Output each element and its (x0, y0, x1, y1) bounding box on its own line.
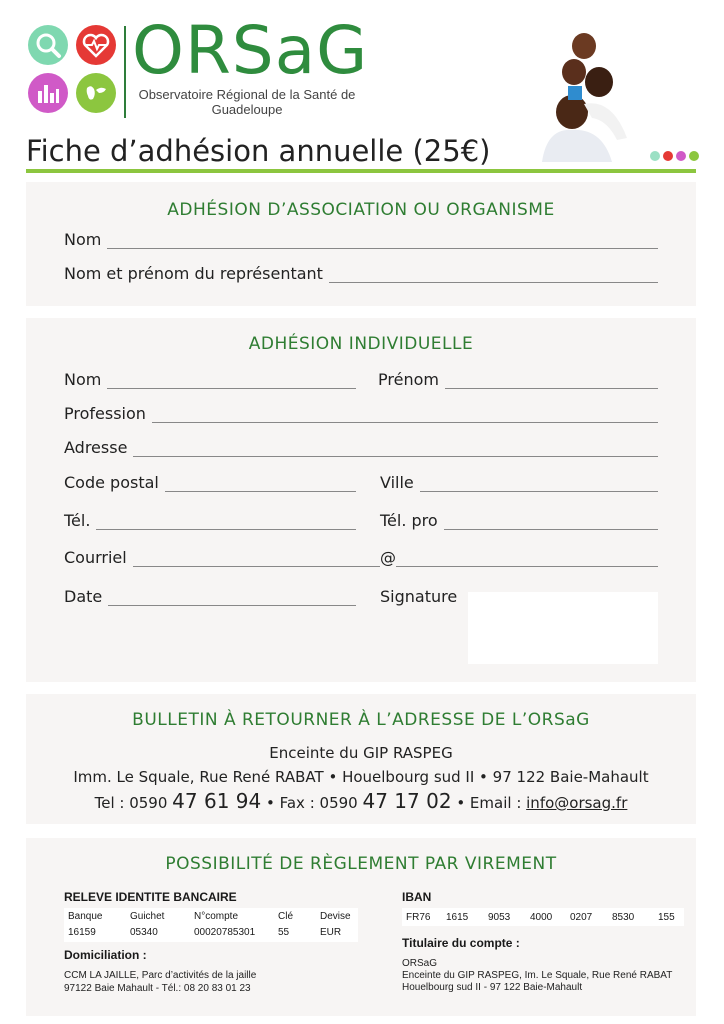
iban-part: 4000 (530, 912, 553, 923)
brand-name: ORSaG (132, 12, 369, 89)
rib-header-cle: Clé (278, 911, 294, 922)
brand-subtitle: Observatoire Régional de la Santé de Guadeloupe (138, 87, 356, 117)
ville-field[interactable] (380, 473, 658, 492)
adresse-line[interactable] (133, 442, 658, 457)
fax-number: 47 17 02 (362, 789, 452, 813)
nom-field[interactable] (64, 370, 356, 389)
dot-teal (650, 151, 660, 161)
representant-label: Nom et prénom du représentant (64, 264, 323, 283)
ville-label: Ville (380, 473, 414, 492)
prenom-line[interactable] (445, 374, 658, 389)
iban-part: 155 (658, 912, 675, 923)
heart-pulse-icon (82, 32, 110, 58)
heart-logo (76, 25, 116, 65)
bar-chart-icon (35, 81, 61, 105)
profession-field[interactable] (64, 404, 658, 423)
signature-box[interactable] (468, 592, 658, 664)
rib-value-devise: EUR (320, 927, 342, 938)
iban-part: FR76 (406, 912, 431, 923)
bulletin-title: BULLETIN À RETOURNER À L’ADRESSE DE L’ORSaG (132, 710, 590, 730)
domiciliation-line1: CCM LA JAILLE, Parc d’activités de la jaille (64, 970, 257, 981)
rib-table (64, 908, 358, 942)
document-title: Fiche d’adhésion annuelle (25€) (26, 134, 491, 168)
virement-title: POSSIBILITÉ DE RÈGLEMENT PAR VIREMENT (165, 854, 557, 874)
email-label-text: • Email : (451, 794, 527, 812)
rib-header-guichet: Guichet (130, 911, 165, 922)
prenom-field[interactable] (378, 370, 658, 389)
rib-header-devise: Devise (320, 911, 351, 922)
titulaire-title: Titulaire du compte : (402, 936, 520, 950)
association-nom-field[interactable] (64, 230, 658, 249)
tel-line[interactable] (96, 515, 356, 530)
date-label: Date (64, 587, 103, 606)
iban-title: IBAN (402, 890, 432, 904)
rib-title: RELEVE IDENTITE BANCAIRE (64, 890, 237, 904)
association-panel (26, 182, 696, 306)
map-logo (76, 73, 116, 113)
date-line[interactable] (108, 591, 356, 606)
nom-line[interactable] (107, 374, 356, 389)
iban-part: 1615 (446, 912, 469, 923)
tel-label-text: Tel : 0590 (94, 794, 173, 812)
iban-part: 8530 (612, 912, 635, 923)
date-field[interactable] (64, 587, 356, 606)
email-link[interactable]: info@orsag.fr (526, 794, 628, 812)
rib-value-compte: 00020785301 (194, 927, 256, 938)
titulaire-line3: Houelbourg sud II - 97 122 Baie-Mahault (402, 982, 583, 993)
domiciliation-line2: 97122 Baie Mahault - Tél.: 08 20 83 01 23 (64, 983, 251, 994)
dot-pink (676, 151, 686, 161)
iban-row (402, 908, 684, 926)
adresse-field[interactable] (64, 438, 658, 457)
dot-green (689, 151, 699, 161)
prenom-label: Prénom (378, 370, 439, 389)
titulaire-line1: ORSaG (402, 958, 438, 969)
association-nom-line[interactable] (107, 234, 658, 249)
tel-pro-field[interactable] (380, 511, 658, 530)
tel-field[interactable] (64, 511, 356, 530)
tel-pro-line[interactable] (444, 515, 658, 530)
magnifier-logo (28, 25, 68, 65)
bulletin-line2: Imm. Le Squale, Rue René RABAT • Houelbourg sud II • 97 122 Baie-Mahault (73, 768, 649, 786)
rib-value-cle: 55 (278, 927, 290, 938)
iban-part: 9053 (488, 912, 511, 923)
bulletin-contact (26, 789, 696, 813)
tel-number: 47 61 94 (172, 789, 262, 813)
bulletin-line1: Enceinte du GIP RASPEG (269, 744, 453, 762)
association-title: ADHÉSION D’ASSOCIATION OU ORGANISME (167, 200, 555, 220)
family-photo (522, 20, 632, 162)
virement-panel (26, 838, 696, 1016)
email-domain-field[interactable] (380, 548, 658, 567)
bulletin-panel (26, 694, 696, 824)
fax-label-text: • Fax : 0590 (261, 794, 363, 812)
dot-red (663, 151, 673, 161)
nom-label: Nom (64, 370, 102, 389)
adresse-label: Adresse (64, 438, 128, 457)
email-domain-line[interactable] (396, 552, 658, 567)
courriel-line[interactable] (133, 552, 380, 567)
association-nom-label: Nom (64, 230, 102, 249)
tel-pro-label: Tél. pro (380, 511, 438, 530)
decorative-dots (650, 151, 699, 161)
profession-line[interactable] (152, 408, 658, 423)
courriel-label: Courriel (64, 548, 127, 567)
guadeloupe-map-icon (82, 80, 110, 106)
tel-label: Tél. (64, 511, 91, 530)
at-label: @ (380, 548, 396, 567)
rib-header-banque: Banque (68, 911, 103, 922)
rib-header-compte: N°compte (194, 911, 239, 922)
representant-field[interactable] (64, 264, 658, 283)
ville-line[interactable] (420, 477, 658, 492)
signature-label-wrap (380, 587, 457, 606)
code-postal-label: Code postal (64, 473, 159, 492)
code-postal-field[interactable] (64, 473, 356, 492)
courriel-field[interactable] (64, 548, 380, 567)
code-postal-line[interactable] (165, 477, 356, 492)
signature-label: Signature (380, 587, 458, 606)
individuelle-panel (26, 318, 696, 682)
profession-label: Profession (64, 404, 146, 423)
chart-logo (28, 73, 68, 113)
individuelle-title: ADHÉSION INDIVIDUELLE (248, 334, 474, 354)
rib-value-banque: 16159 (68, 927, 96, 938)
title-underline (26, 169, 696, 173)
iban-part: 0207 (570, 912, 593, 923)
representant-line[interactable] (329, 268, 658, 283)
rib-value-guichet: 05340 (130, 927, 158, 938)
domiciliation-title: Domiciliation : (64, 948, 147, 962)
titulaire-line2: Enceinte du GIP RASPEG, Im. Le Squale, Rue René RABAT (402, 970, 673, 981)
logo-separator (124, 26, 126, 118)
magnifier-icon (34, 31, 62, 59)
